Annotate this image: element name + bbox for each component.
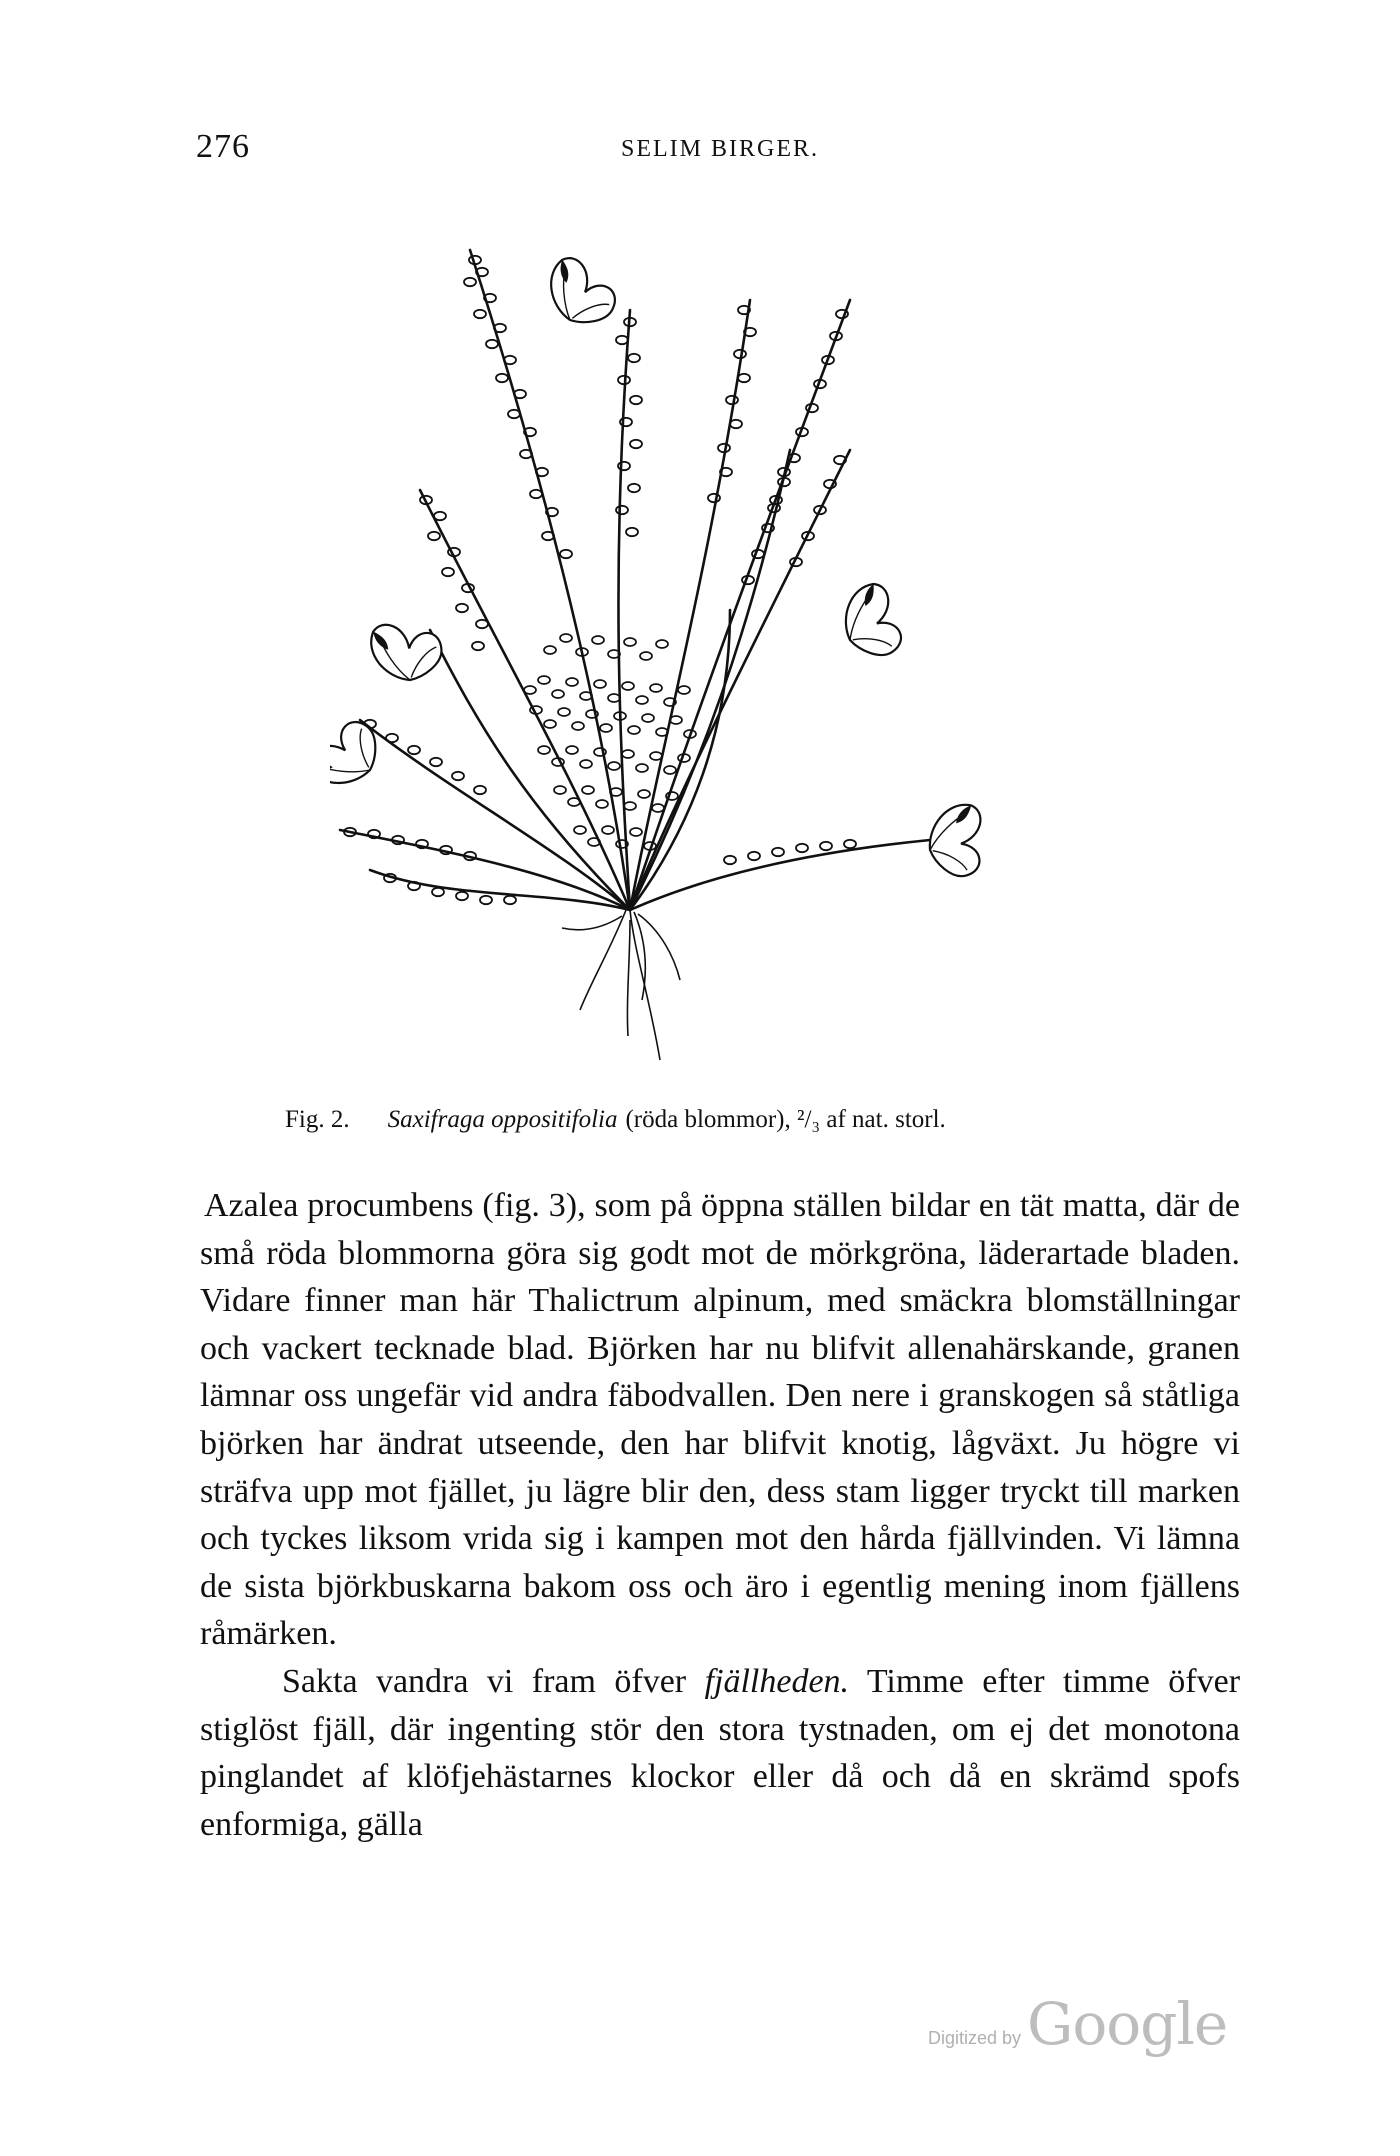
plant-illustration: [330, 210, 1120, 1090]
caption-rest: (röda blommor), ²/₃ af nat. storl.: [625, 1106, 946, 1133]
species-name: Saxifraga oppositifolia: [387, 1106, 618, 1133]
figure-number: Fig. 2.: [285, 1106, 350, 1133]
google-logo: Google: [1027, 1990, 1228, 2058]
paragraph-2: [200, 1658, 1240, 1848]
body-text: [200, 1182, 1240, 1848]
paragraph-2-emphasis: fjällheden.: [704, 1662, 850, 1700]
plant-drawing-icon: [330, 210, 1120, 1090]
figure-caption: [285, 1106, 1165, 1134]
running-title: SELIM BIRGER.: [620, 136, 819, 162]
watermark-prefix: Digitized by: [928, 2028, 1022, 2048]
paragraph-1: Azalea procumbens (fig. 3), som på öppna ställen bildar en tät matta, där de små röda blommorna göra sig godt mot de mörkgröna, läderartade bladen. Vidare finner man här Thalictrum alpinum, med smäckra blomställningar och vackert tecknade blad. Björken har nu blifvit allenahärskande, granen lämnar oss ungefär vid andra fäbodvallen. Den nere i granskogen så ståtliga björken har ändrat utseende, den har blifvit knotig, lågväxt. Ju högre vi sträfva upp mot fjället, ju lägre blir den, dess stam ligger tryckt till marken och tyckes liksom vrida sig i kampen mot den hårda fjällvinden. Vi lämna de sista björkbuskarna bakom oss och äro i egentlig mening inom fjällens råmärken.: [200, 1187, 1240, 1653]
page-number: 276: [196, 128, 250, 165]
paragraph-2-start: Sakta vandra vi fram öfver: [282, 1662, 687, 1700]
paragraph-2-end: Timme efter timme öfver stiglöst fjäll, där ingenting stör den stora tystnaden, om ej det monotona pinglandet af klöfjehästarnes klockor eller då och då en skrämd spofs enformiga, gälla: [200, 1662, 1241, 1843]
google-watermark: [928, 1990, 1227, 2058]
